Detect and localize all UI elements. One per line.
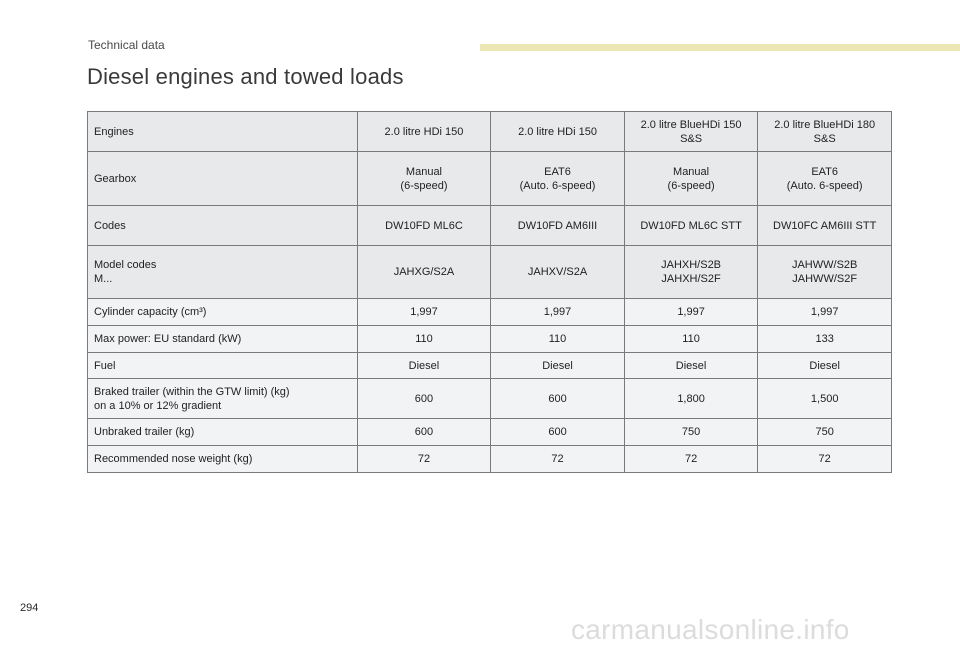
table-cell: DW10FD ML6C STT [624, 206, 758, 246]
table-cell: 750 [758, 419, 892, 446]
table-cell: 1,997 [758, 299, 892, 326]
table-cell: 110 [491, 326, 625, 353]
row-label: Fuel [88, 353, 358, 379]
row-label: Cylinder capacity (cm³) [88, 299, 358, 326]
table-cell: Diesel [357, 353, 491, 379]
table-cell: DW10FD AM6III [491, 206, 625, 246]
table-cell: 1,997 [357, 299, 491, 326]
table-cell: 72 [758, 446, 892, 473]
table-cell: 1,500 [758, 379, 892, 419]
table-cell: 2.0 litre HDi 150 [357, 112, 491, 152]
table-cell: DW10FC AM6III STT [758, 206, 892, 246]
table-cell: EAT6 (Auto. 6-speed) [758, 152, 892, 206]
table-row-fuel [88, 353, 892, 379]
row-label: Recommended nose weight (kg) [88, 446, 358, 473]
table-row-engines [88, 112, 892, 152]
section-label: Technical data [88, 38, 165, 52]
row-label: Braked trailer (within the GTW limit) (kg) on a 10% or 12% gradient [88, 379, 358, 419]
table-cell: 600 [357, 379, 491, 419]
watermark: carmanualsonline.info [571, 614, 850, 645]
table-cell: 110 [624, 326, 758, 353]
table-cell: EAT6 (Auto. 6-speed) [491, 152, 625, 206]
row-label: Max power: EU standard (kW) [88, 326, 358, 353]
table-row-model-codes [88, 246, 892, 299]
table-cell: 72 [491, 446, 625, 473]
row-label: Codes [88, 206, 358, 246]
table-row-codes [88, 206, 892, 246]
table-cell: 2.0 litre BlueHDi 180 S&S [758, 112, 892, 152]
table-cell: DW10FD ML6C [357, 206, 491, 246]
table-cell: 2.0 litre BlueHDi 150 S&S [624, 112, 758, 152]
table-cell: 72 [357, 446, 491, 473]
table-cell: Manual (6-speed) [357, 152, 491, 206]
table-cell: 600 [357, 419, 491, 446]
table-row-braked-trailer [88, 379, 892, 419]
row-label: Gearbox [88, 152, 358, 206]
page-number: 294 [20, 602, 39, 614]
table-cell: Manual (6-speed) [624, 152, 758, 206]
table-cell: Diesel [491, 353, 625, 379]
table-row-gearbox [88, 152, 892, 206]
diesel-engines-table [87, 111, 892, 473]
table-cell: 1,800 [624, 379, 758, 419]
table-cell: 600 [491, 379, 625, 419]
table-row-cylinder-capacity [88, 299, 892, 326]
table-cell: JAHXG/S2A [357, 246, 491, 299]
table-cell: 750 [624, 419, 758, 446]
table-cell: JAHXH/S2B JAHXH/S2F [624, 246, 758, 299]
table-cell: Diesel [624, 353, 758, 379]
table-cell: JAHXV/S2A [491, 246, 625, 299]
row-label: Unbraked trailer (kg) [88, 419, 358, 446]
table-cell: 1,997 [491, 299, 625, 326]
table-cell: 72 [624, 446, 758, 473]
table-row-unbraked-trailer [88, 419, 892, 446]
table-row-max-power [88, 326, 892, 353]
header-accent-bar [480, 44, 960, 51]
table-cell: JAHWW/S2B JAHWW/S2F [758, 246, 892, 299]
row-label: Model codes M... [88, 246, 358, 299]
table-cell: 110 [357, 326, 491, 353]
table-cell: 1,997 [624, 299, 758, 326]
table-row-nose-weight [88, 446, 892, 473]
table-cell: 2.0 litre HDi 150 [491, 112, 625, 152]
table-cell: 133 [758, 326, 892, 353]
table-cell: 600 [491, 419, 625, 446]
table-cell: Diesel [758, 353, 892, 379]
page-title: Diesel engines and towed loads [87, 64, 404, 89]
row-label: Engines [88, 112, 358, 152]
